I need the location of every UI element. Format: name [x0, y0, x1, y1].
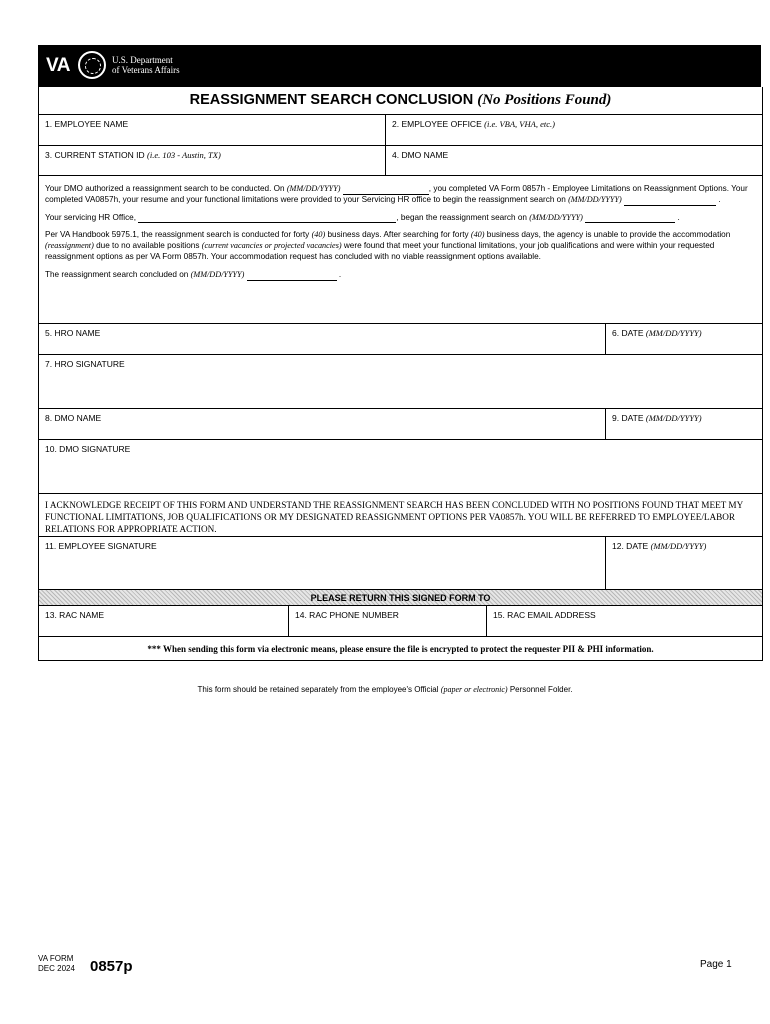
row-employee: [39, 114, 762, 145]
employee-office-hint: (i.e. VBA, VHA, etc.): [484, 119, 555, 129]
va-logo: VA: [46, 55, 70, 76]
narrative-section: [39, 175, 762, 323]
hro-name-label: 5. HRO NAME: [45, 328, 101, 338]
rac-email-field[interactable]: [486, 606, 762, 636]
dmo-signature-field[interactable]: [39, 439, 762, 493]
page-number: Page 1: [700, 959, 732, 970]
hro-signature-label: 7. HRO SIGNATURE: [45, 359, 125, 369]
current-station-hint: (i.e. 103 - Austin, TX): [147, 150, 221, 160]
row-rac: [39, 605, 762, 636]
narrative-paragraph-1: Your DMO authorized a reassignment search to be conducted. On (MM/DD/YYYY) , you completed VA Form 0857h - Employee Limitations on Reassignment Options. Your completed VA0857h, your resume and your functional limitations were provided to your Servicing HR office to begin the reassignment search on (MM/DD/YYYY) .: [45, 184, 748, 204]
date-field-12[interactable]: 12. DATE (MM/DD/YYYY): [605, 537, 762, 589]
dmo-name-label-4: 4. DMO NAME: [392, 150, 449, 160]
dmo-name-field-4[interactable]: [385, 146, 762, 175]
form-header: [38, 45, 761, 87]
date-field-6[interactable]: 6. DATE (MM/DD/YYYY): [605, 324, 762, 354]
department-line-2: of Veterans Affairs: [112, 65, 180, 75]
dmo-signature-label: 10. DMO SIGNATURE: [45, 444, 131, 454]
narrative-paragraph-3: Per VA Handbook 5975.1, the reassignment search is conducted for forty (40) business days. After searching for forty (40) business days, the agency is unable to provide the accommodation (reassignment) due to no available positions (current vacancies or projected vacancies) were found that meet your functional limitations, your job qualifications and were within your requested reassignment options as per VA Form 0857h. Your accommodation request has concluded with no viable reassignment options available.: [45, 230, 731, 261]
date-label-6: 6. DATE: [612, 328, 644, 338]
date-field-9[interactable]: 9. DATE (MM/DD/YYYY): [605, 409, 762, 439]
rac-name-field[interactable]: [39, 606, 288, 636]
employee-signature-label: 11. EMPLOYEE SIGNATURE: [45, 541, 157, 551]
search-concluded-date-blank[interactable]: [247, 271, 337, 281]
rac-email-label: 15. RAC EMAIL ADDRESS: [493, 610, 596, 620]
encryption-notice: *** When sending this form via electronic means, please ensure the file is encrypted to protect the requester PII & PHI information.: [39, 636, 762, 660]
row-employee-signature: [39, 536, 762, 589]
employee-signature-field[interactable]: [39, 537, 605, 589]
hro-name-field[interactable]: [39, 324, 605, 354]
form-body: [38, 87, 763, 661]
va-seal-icon: [78, 51, 106, 79]
hr-office-blank[interactable]: [138, 213, 396, 223]
form-title: [39, 87, 762, 114]
date-label-12: 12. DATE: [612, 541, 649, 551]
dmo-name-label-8: 8. DMO NAME: [45, 413, 102, 423]
return-banner: PLEASE RETURN THIS SIGNED FORM TO: [39, 589, 762, 605]
row-dmo: [39, 408, 762, 439]
title-main: REASSIGNMENT SEARCH CONCLUSION: [189, 92, 474, 108]
search-start-date-blank[interactable]: [624, 196, 716, 206]
hro-signature-field[interactable]: [39, 354, 762, 408]
employee-name-field[interactable]: [39, 115, 385, 145]
date-label-9: 9. DATE: [612, 413, 644, 423]
employee-office-label: 2. EMPLOYEE OFFICE: [392, 119, 482, 129]
row-station: [39, 145, 762, 175]
employee-name-label: 1. EMPLOYEE NAME: [45, 119, 129, 129]
rac-phone-label: 14. RAC PHONE NUMBER: [295, 610, 399, 620]
narrative-paragraph-2: Your servicing HR Office, , began the reassignment search on (MM/DD/YYYY) .: [45, 212, 680, 222]
footer-form-date: DEC 2024: [38, 964, 75, 973]
acknowledgement-text: I ACKNOWLEDGE RECEIPT OF THIS FORM AND UNDERSTAND THE REASSIGNMENT SEARCH HAS BEEN CONCLUDED WITH NO POSITIONS FOUND THAT MEET MY FUNCTIONAL LIMITATIONS, JOB QUALIFICATIONS OR MY DESIGNATED REASSIGNMENT OPTIONS PER VA0857h. YOU WILL BE REFERRED TO EMPLOYEE/LABOR RELATIONS FOR APPROPRIATE ACTION.: [39, 493, 762, 536]
current-station-field[interactable]: [39, 146, 385, 175]
employee-office-field[interactable]: [385, 115, 762, 145]
footer-form-number: 0857p: [90, 958, 133, 975]
current-station-label: 3. CURRENT STATION ID: [45, 150, 145, 160]
retention-note: This form should be retained separately from the employee's Official (paper or electronic) Personnel Folder.: [197, 685, 573, 694]
authorization-date-blank[interactable]: [343, 185, 429, 195]
rac-phone-field[interactable]: [288, 606, 486, 636]
narrative-paragraph-4: The reassignment search concluded on (MM/DD/YYYY) .: [45, 269, 342, 279]
dmo-name-field-8[interactable]: [39, 409, 605, 439]
footer-form-id: [38, 954, 75, 974]
rac-name-label: 13. RAC NAME: [45, 610, 105, 620]
department-name: [112, 55, 180, 75]
hr-search-date-blank[interactable]: [585, 213, 675, 223]
footer-form-label: VA FORM: [38, 954, 74, 963]
department-line-1: U.S. Department: [112, 55, 173, 65]
title-italic: (No Positions Found): [477, 92, 612, 108]
row-hro: [39, 323, 762, 354]
